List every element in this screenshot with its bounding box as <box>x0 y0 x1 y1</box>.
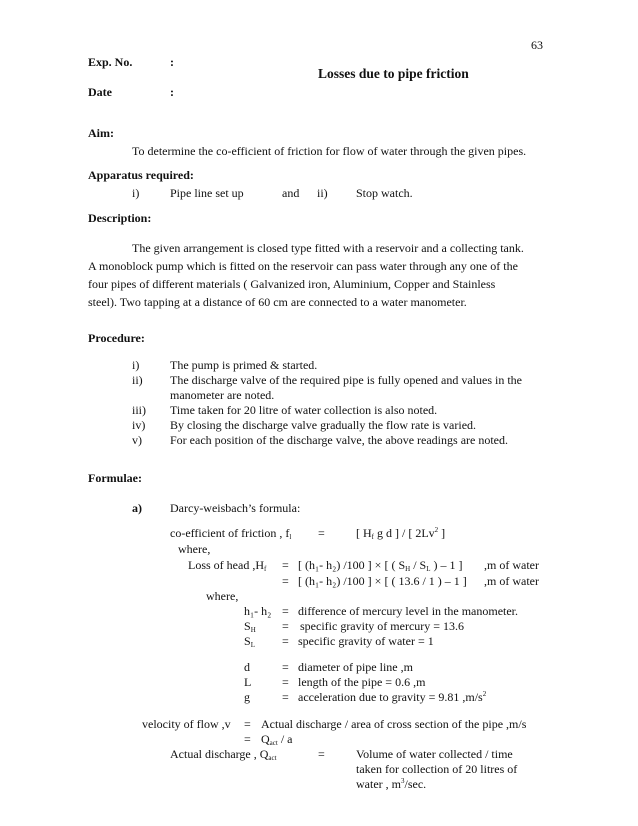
where-label: where, <box>178 542 211 556</box>
def-g-symbol: g <box>244 690 250 704</box>
apparatus-heading: Apparatus required: <box>88 168 194 182</box>
def-equals: = <box>282 660 289 674</box>
def-equals: = <box>282 690 289 704</box>
head-loss-formula-numeric: [ (h₁- h₂) /100 ] × [ ( 13.6 / 1 ) – 1 ] <box>298 574 467 588</box>
procedure-step-text: For each position of the discharge valve, the above readings are noted. <box>170 433 508 447</box>
friction-formula: [ $H_f$ g d ] / [ 2Lv$^2$ ] <box>356 526 446 541</box>
description-heading: Description: <box>88 211 152 225</box>
def-sl-text: specific gravity of water = 1 <box>298 634 434 648</box>
head-loss-formula: [ (h₁- h₂) /100 ] × [ ( $S_H / S_L$ ) – 1 ] <box>298 558 463 573</box>
head-loss-unit: ,m of water <box>484 558 539 572</box>
def-L-text: length of the pipe = 0.6 ,m <box>298 675 426 689</box>
velocity-formula: Actual discharge / area of cross section of the pipe ,m/s <box>261 717 527 731</box>
head-loss-equals-2: = <box>282 574 289 588</box>
page-title: Losses due to pipe friction <box>318 66 469 81</box>
apparatus-and: and <box>282 186 300 200</box>
procedure-step-text: By closing the discharge valve gradually the flow rate is varied. <box>170 418 477 432</box>
procedure-step-text: The pump is primed & started. <box>170 358 318 372</box>
description-line-1: The given arrangement is closed type fitted with a reservoir and a collecting tank. <box>132 241 524 255</box>
where-label-2: where, <box>206 589 239 603</box>
description-paragraph <box>88 239 550 311</box>
procedure-step-num: iii) <box>132 403 146 417</box>
formula-a-label: a) <box>132 501 142 515</box>
friction-equals: = <box>318 526 325 540</box>
def-h-symbol: h₁- h₂ <box>244 604 272 618</box>
procedure-step-num: ii) <box>132 373 143 387</box>
date-label: Date <box>88 85 112 99</box>
formulae-heading: Formulae: <box>88 471 142 485</box>
def-equals: = <box>282 604 289 618</box>
def-d-symbol: d <box>244 660 250 674</box>
def-d-text: diameter of pipe line ,m <box>298 660 413 674</box>
def-sh-symbol: $S_H$ <box>244 619 256 634</box>
discharge-formula-line-1: Volume of water collected / time <box>356 747 513 761</box>
velocity-equals: = <box>244 717 251 731</box>
apparatus-item1-text: Pipe line set up <box>170 186 244 200</box>
velocity-formula-2: $Q_{act}$ / a <box>261 732 293 747</box>
head-loss-equals: = <box>282 558 289 572</box>
def-sh-text: specific gravity of mercury = 13.6 <box>300 619 465 633</box>
apparatus-item2-num: ii) <box>317 186 328 200</box>
velocity-label: velocity of flow ,v <box>142 717 231 731</box>
def-sl-symbol: $S_L$ <box>244 634 255 649</box>
head-loss-label: Loss of head $,H_f$ <box>188 558 267 573</box>
friction-label: co-efficient of friction , $f_l$ <box>170 526 292 541</box>
discharge-formula-line-2: taken for collection of 20 litres of <box>356 762 518 776</box>
procedure-step-num: i) <box>132 358 140 372</box>
procedure-step-num: v) <box>132 433 142 447</box>
apparatus-item2-text: Stop watch. <box>356 186 413 200</box>
def-L-symbol: L <box>244 675 252 689</box>
head-loss-unit-2: ,m of water <box>484 574 539 588</box>
def-equals: = <box>282 634 289 648</box>
apparatus-item1-num: i) <box>132 186 140 200</box>
aim-heading: Aim: <box>88 126 114 140</box>
exp-no-colon: : <box>170 55 174 69</box>
def-h-text: difference of mercury level in the manometer. <box>298 604 519 618</box>
velocity-equals-2: = <box>244 732 251 746</box>
exp-no-label: Exp. No. <box>88 55 133 69</box>
discharge-equals: = <box>318 747 325 761</box>
procedure-step-text: Time taken for 20 litre of water collection is also noted. <box>170 403 438 417</box>
aim-text: To determine the co-efficient of friction for flow of water through the given pipes. <box>132 144 527 158</box>
description-line-3: four pipes of different materials ( Galvanized iron, Aluminium, Copper and Stainless <box>88 277 496 291</box>
description-line-2: A monoblock pump which is fitted on the reservoir can pass water through any one of the <box>88 259 518 273</box>
date-colon: : <box>170 85 174 99</box>
def-equals: = <box>282 675 289 689</box>
procedure-step-text: The discharge valve of the required pipe is fully opened and values in the <box>170 373 522 387</box>
discharge-formula-line-3: water , $m^3/\sec$. <box>356 777 427 791</box>
description-line-4: steel). Two tapping at a distance of 60 cm are connected to a water manometer. <box>88 295 467 309</box>
def-equals: = <box>282 619 289 633</box>
procedure-heading: Procedure: <box>88 331 145 345</box>
formula-a-name: Darcy-weisbach’s formula: <box>170 501 301 515</box>
procedure-step-num: iv) <box>132 418 146 432</box>
discharge-label: Actual discharge , $Q_{act}$ <box>170 747 277 762</box>
procedure-step-text-cont: manometer are noted. <box>170 388 275 402</box>
page-number: 63 <box>531 38 543 52</box>
def-g-text: acceleration due to gravity = 9.81 $,m/s^2$ <box>298 690 487 704</box>
